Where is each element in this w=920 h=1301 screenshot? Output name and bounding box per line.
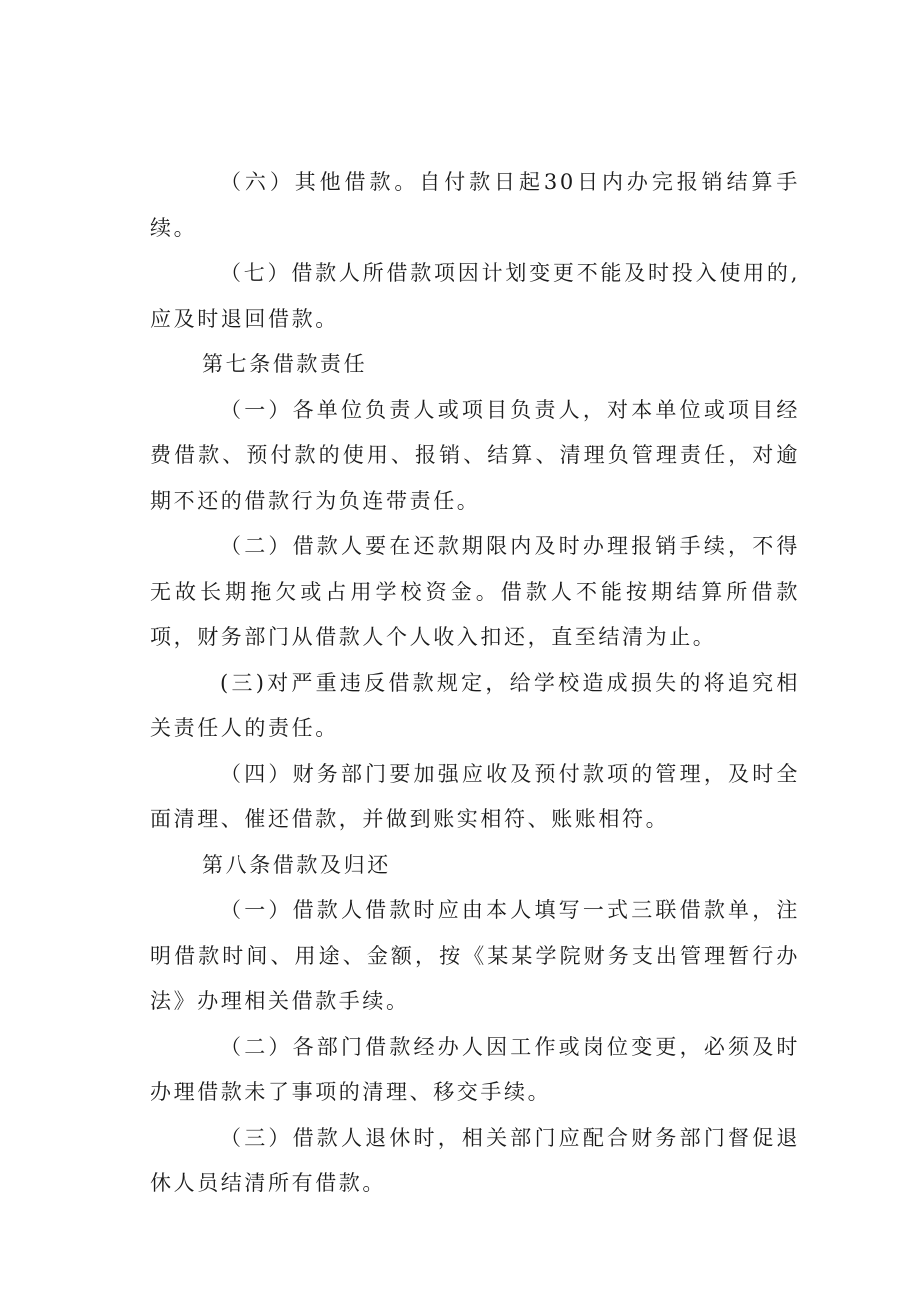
clause-6-other-loans: （六）其他借款。自付款日起30日内办完报销结算手续。 [150,170,800,240]
article-7-item-4: （四）财务部门要加强应收及预付款项的管理，及时全面清理、催还借款，并做到账实相符、账账相符。 [150,761,800,831]
article-7-item-2: （二）借款人要在还款期限内及时办理报销手续，不得无故长期拖欠或占用学校资金。借款人不能按期结算所借款项，财务部门从借款人个人收入扣还，直至结清为止。 [150,534,800,649]
article-7-item-3: (三)对严重违反借款规定，给学校造成损失的将追究相关责任人的责任。 [150,670,800,740]
article-8-item-1: （一）借款人借款时应由本人填写一式三联借款单，注明借款时间、用途、金额，按《某某学院财务支出管理暂行办法》办理相关借款手续。 [150,898,800,1013]
article-7-heading: 第七条借款责任 [202,352,368,376]
clause-7-return-loan: （七）借款人所借款项因计划变更不能及时投入使用的,应及时退回借款。 [150,261,800,331]
article-8-heading: 第八条借款及归还 [202,852,391,877]
article-8-item-3: （三）借款人退休时，相关部门应配合财务部门督促退休人员结清所有借款。 [150,1125,800,1195]
document-body [150,160,800,1207]
article-8-item-2: （二）各部门借款经办人因工作或岗位变更，必须及时办理借款未了事项的清理、移交手续。 [150,1034,800,1104]
article-7-item-1: （一）各单位负责人或项目负责人，对本单位或项目经费借款、预付款的使用、报销、结算、清理负管理责任，对逾期不还的借款行为负连带责任。 [150,397,800,513]
